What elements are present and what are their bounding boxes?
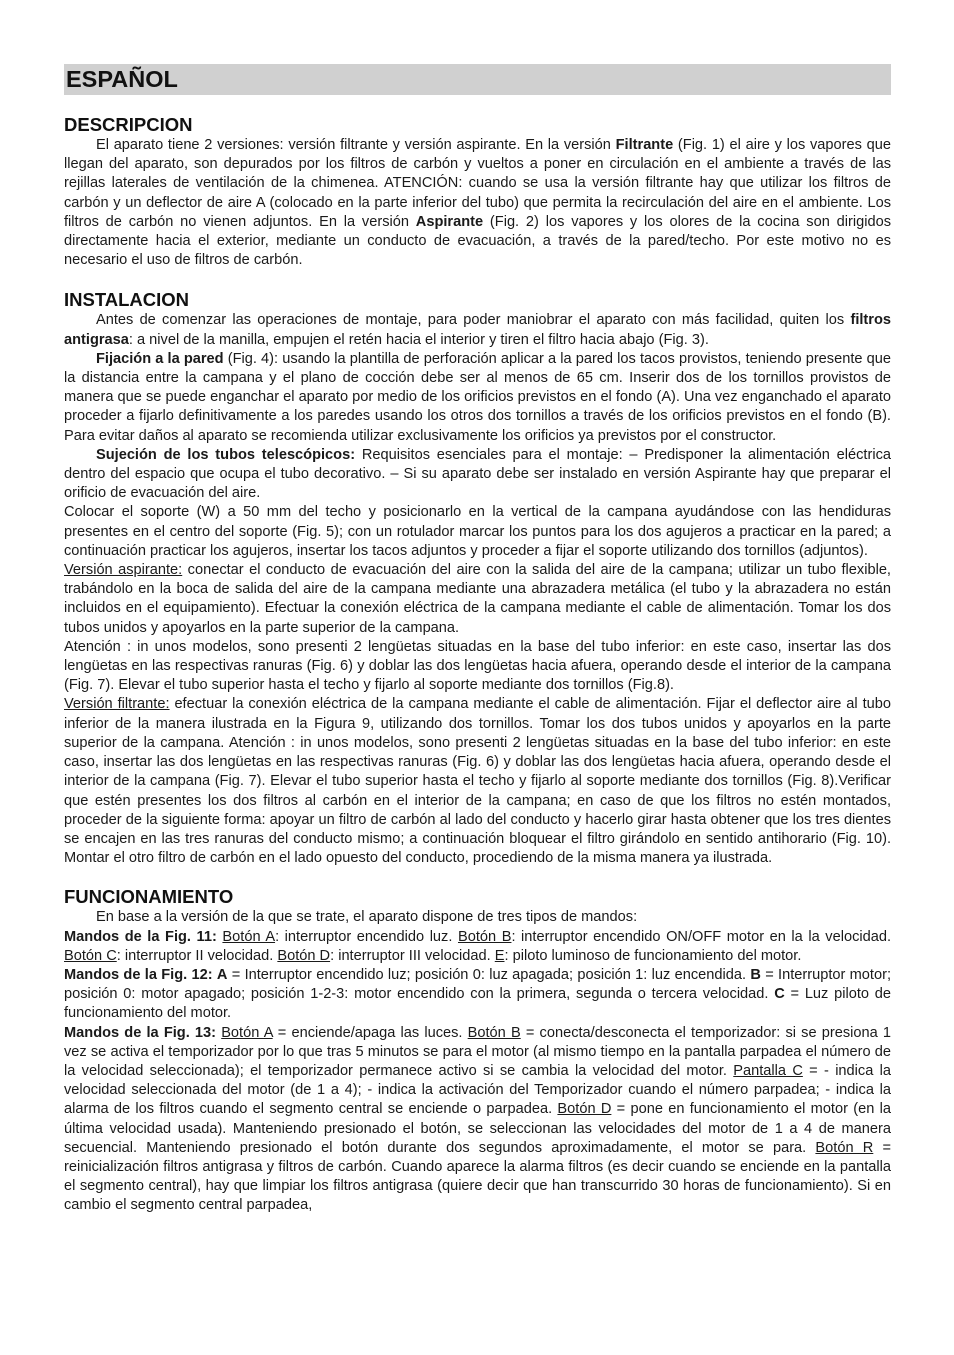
text-run: : interruptor encendido ON/OFF motor en la la velocidad.	[511, 928, 892, 945]
underlined-run: E	[494, 947, 505, 964]
text-run: efectuar la conexión eléctrica de la campana mediante el cable de alimentación. Fijar el deflector aire al tubo inferior de la manera ilustrada en la Figura 9, utilizando dos tornillos. Tomar los dos tubos unidos y apoyarlos en la parte superior de la campana. Atención : in unos modelos, sono presenti 2 lengüetas situadas en la base del tubo inferior: en este caso, insertar las dos lengüetas en las respectivas ranuras (Fig. 6) y doblar las dos lengüetas hacia afuera, operando desde el interior de la campana (Fig. 7). Elevar el tubo superior hasta el techo y fijarlo al soporte mediante dos tornillos (Fig. 8).Verificar que estén presentes los dos filtros al carbón en el interior de la campana; en caso de que los filtros no estén montados, proceder de la siguiente forma: apoyar un filtro de carbón al lado del conducto y hacerlo girar hasta obtener que los tres dientes se encajen en las tres ranuras del conducto mismo; a continuación bloquear el filtro girándolo en sentido antihorario (Fig. 10). Montar el otro filtro de carbón en el lado opuesto del conducto, procediendo de la misma manera ya ilustrada.	[64, 696, 891, 867]
language-heading: ESPAÑOL	[66, 66, 178, 92]
section-instalacion	[64, 289, 891, 868]
bold-run: Sujeción de los tubos telescópicos:	[96, 446, 356, 463]
underlined-run: Versión filtrante:	[64, 696, 170, 713]
text-run: = conecta/desconecta el temporizador: si se presiona 1 vez se activa el temporizador por lo que tras 5 minutos se para el motor (al mismo tiempo en la pantalla parpadea el número de la velocidad seleccionada); el temporizador permanece activo si se cambia la velocidad del motor.	[64, 1024, 891, 1079]
text-run: = enciende/apaga las luces.	[272, 1024, 468, 1041]
bold-run: A	[216, 966, 228, 983]
text-run: : interruptor III velocidad.	[330, 947, 495, 964]
section-funcionamiento	[64, 886, 891, 1215]
funcionamiento-paragraph-fig12	[64, 966, 891, 1024]
funcionamiento-paragraph-intro	[64, 908, 891, 927]
section-descripcion	[64, 114, 891, 270]
document-page	[64, 64, 891, 1216]
underlined-run: Botón D	[277, 947, 331, 964]
section-title-instalacion: INSTALACION	[64, 289, 190, 311]
text-run: : interruptor II velocidad.	[116, 947, 278, 964]
instalacion-paragraph-version-aspirante	[64, 561, 891, 638]
bold-run: Fijación a la pared	[96, 350, 224, 367]
section-title-funcionamiento: FUNCIONAMIENTO	[64, 886, 234, 908]
text-run: Antes de comenzar las operaciones de montaje, para poder maniobrar el aparato con más facilidad, quiten los	[96, 312, 851, 329]
underlined-run: Botón A	[221, 1024, 273, 1041]
text-run: Requisitos esenciales para el montaje: – Predisponer la alimentación eléctrica dentro del espacio que ocupa el tubo decorativo. – Si su aparato debe ser instalado en versión Aspirante hay que preparar el orificio de evacuación del aire.	[64, 446, 891, 502]
bold-run: B	[750, 966, 761, 983]
underlined-run: Botón R	[815, 1139, 874, 1156]
text-run: Colocar el soporte (W) a 50 mm del techo y posicionarlo en la vertical de la campana ayudándose con las hendiduras presentes en el centro del soporte (Fig. 5); con un rotulador marcar los puntos para los dos agujeros a practicar en la pared; a continuación practicar los agujeros, insertar los tacos adjuntos y proceder a fijar el soporte utilizando dos tornillos (adjuntos).	[64, 504, 891, 559]
underlined-run: Pantalla C	[733, 1062, 803, 1079]
text-run: : piloto luminoso de funcionamiento del motor.	[504, 947, 802, 964]
instalacion-paragraph-sujecion	[64, 446, 891, 504]
descripcion-paragraph-1	[64, 136, 891, 270]
text-run: (Fig. 2) los vapores y los olores de la cocina son dirigidos directamente hacia el exterior, mediante un conducto de evacuación, a través de la pared/techo. Por este motivo no es necesario el uso de filtros de carbón.	[64, 213, 892, 269]
bold-run: filtros antigrasa	[64, 312, 891, 348]
language-header-bar	[64, 64, 891, 95]
funcionamiento-paragraph-fig13	[64, 1024, 891, 1216]
text-run: = Interruptor encendido luz; posición 0: luz apagada; posición 1: luz encendida.	[227, 966, 751, 983]
bold-run: Mandos de la Fig. 12:	[64, 966, 213, 983]
bold-run: Mandos de la Fig. 13:	[64, 1024, 217, 1041]
underlined-run: Botón B	[457, 928, 512, 945]
text-run: Atención : in unos modelos, sono presenti 2 lengüetas situadas en la base del tubo inferior: en este caso, insertar las dos lengüetas en las respectivas ranuras (Fig. 6) y doblar las dos lengüetas hacia afuera, operando desde el interior de la campana (Fig. 7). Elevar el tubo superior hasta el techo y fijarlo al soporte mediante dos tornillos (Fig.8).	[64, 638, 891, 694]
underlined-run: Botón B	[467, 1024, 521, 1041]
instalacion-paragraph-soporte	[64, 503, 891, 561]
underlined-run: Botón A	[222, 928, 276, 945]
underlined-run: Botón C	[64, 947, 117, 964]
underlined-run: Versión aspirante:	[64, 562, 183, 579]
text-run: : a nivel de la manilla, empujen el retén hacia el interior y tiren el filtro hacia abajo (Fig. 3).	[128, 331, 709, 348]
bold-run: C	[774, 986, 785, 1003]
instalacion-paragraph-fijacion	[64, 350, 891, 446]
bold-run: Mandos de la Fig. 11:	[64, 928, 217, 945]
underlined-run: Botón D	[557, 1101, 612, 1118]
section-title-descripcion: DESCRIPCION	[64, 114, 193, 135]
text-run: = Interruptor motor; posición 0: motor apagado; posición 1-2-3: motor encendido con la primera, segunda o tercera velocidad.	[64, 966, 892, 1003]
bold-run: Filtrante	[615, 137, 674, 153]
instalacion-paragraph-atencion	[64, 638, 891, 696]
text-run: El aparato tiene 2 versiones: versión filtrante y versión aspirante. En la versión	[96, 137, 616, 153]
text-run: = Luz piloto de funcionamiento del motor.	[64, 986, 891, 1022]
instalacion-paragraph-version-filtrante	[64, 695, 891, 868]
text-run: conectar el conducto de evacuación del aire con la salida del aire de la campana; utilizar un tubo flexible, trabándolo en la boca de salida del aire de la campana mediante una abrazadera metálica (el tubo y la abrazadera no están incluidos en el equipamiento). Efectuar la conexión eléctrica de la campana mediante el cable de alimentación. Tomar los dos tubos unidos y apoyarlos en la parte superior de la campana.	[64, 562, 891, 636]
text-run: = pone en funcionamiento el motor (en la última velocidad usada). Manteniendo presionado el botón, se seleccionan las velocidades del motor de 1 a 4 de manera secuencial. Manteniendo presionado el botón durante dos segundos aproximadamente, el motor se para.	[64, 1101, 891, 1156]
text-run: = - indica la velocidad seleccionada del motor (de 1 a 4); - indica la activación del Temporizador cuando el número parpadea; - indica la alarma de los filtros cuando el segmento central se enciende o parpadea.	[64, 1062, 891, 1118]
text-run: : interruptor encendido luz.	[275, 928, 458, 945]
text-run: (Fig. 4): usando la plantilla de perforación aplicar a la pared los tacos provistos, teniendo presente que la distancia entre la campana y el plano de cocción debe ser al menos de 65 cm. Inserir dos de los tornillos provistos de manera que se puede enganchar el aparato por medio de los orificios previstos en el fondo (A). Una vez enganchado el aparato proceder a fijarlo definitivamente a los paredes usando los otros dos tornillos a través de los orificios previstos en el fondo (B). Para evitar daños al aparato se recomienda utilizar exclusivamente los orificios ya previstos por el constructor.	[64, 350, 891, 444]
instalacion-paragraph-1	[64, 311, 891, 349]
text-run: En base a la versión de la que se trate, el aparato dispone de tres tipos de mandos:	[96, 909, 638, 926]
funcionamiento-paragraph-fig11	[64, 928, 891, 966]
text-run: = reinicialización filtros antigrasa y filtros de carbón. Cuando aparece la alarma filtros (es decir cuando se enciende en la pantalla el segmento central), hay que limpiar los filtros antigrasa (quiere decir que han transcurrido 30 horas de funcionamiento). Si en cambio el segmento central parpadea,	[64, 1139, 892, 1214]
bold-run: Aspirante	[415, 213, 484, 230]
text-run: (Fig. 1) el aire y los vapores que llegan del aparato, son depurados por los filtros de carbón y vueltos a poner en circulación en el ambiente a través de las rejillas laterales de ventilación de la chimenea. ATENCIÓN: cuando se usa la versión filtrante hay que utilizar los filtros de carbón y un deflector de aire A (colocado en la parte inferior del tubo) que permita la recirculación del aire en el ambiente. Los filtros de carbón no vienen adjuntos. En la versión	[64, 137, 891, 230]
